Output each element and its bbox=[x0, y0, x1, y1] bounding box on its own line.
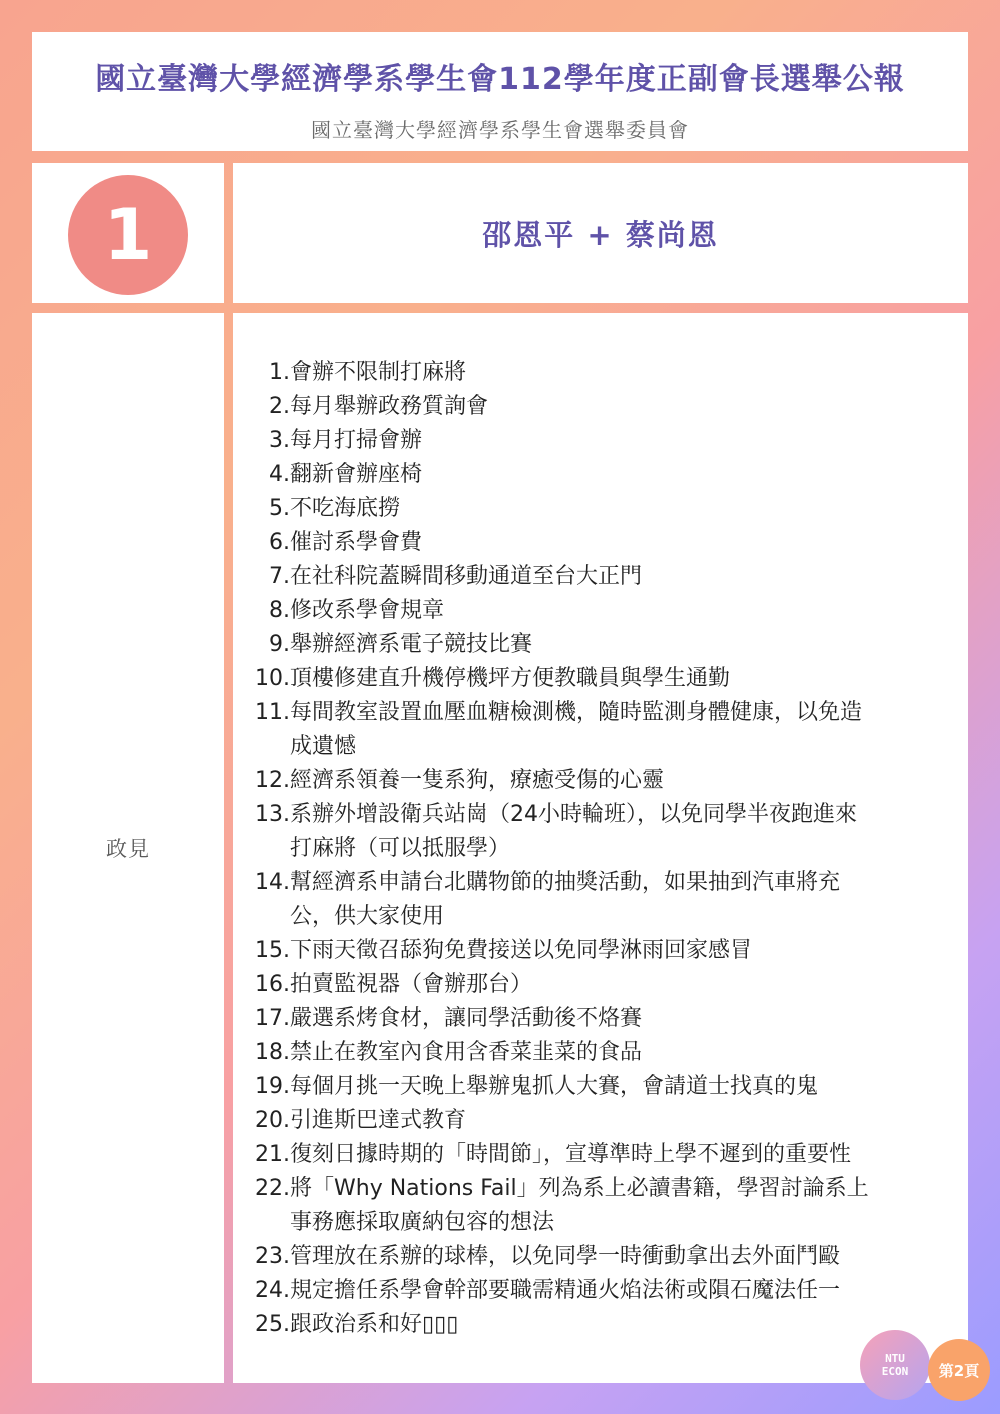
policy-item-line bbox=[253, 390, 953, 424]
policy-text: 經濟系領養一隻系狗，療癒受傷的心靈 bbox=[290, 768, 665, 793]
policy-list-card bbox=[233, 313, 968, 1383]
policy-number: 8. bbox=[269, 598, 290, 623]
header-card bbox=[32, 32, 968, 151]
policy-text: 將「Why Nations Fail」列為系上必讀書籍，學習討論系上 bbox=[290, 1176, 869, 1201]
policy-item-line bbox=[253, 458, 953, 492]
policy-number: 17. bbox=[255, 1006, 290, 1031]
policy-number: 2. bbox=[269, 394, 290, 419]
policy-item-line bbox=[253, 560, 953, 594]
policy-item-line bbox=[253, 1070, 953, 1104]
policy-number: 5. bbox=[269, 496, 290, 521]
policy-text: 打麻將（可以抵服學） bbox=[290, 836, 511, 861]
policy-text: 系辦外增設衛兵站崗（24小時輪班），以免同學半夜跑進來 bbox=[290, 802, 857, 827]
policy-number bbox=[253, 1206, 290, 1240]
policy-number: 4. bbox=[269, 462, 290, 487]
policy-number bbox=[253, 730, 290, 764]
ntu-econ-logo bbox=[860, 1330, 930, 1400]
policy-item-line bbox=[253, 662, 953, 696]
policy-item-line bbox=[253, 1240, 953, 1274]
policy-item-line bbox=[253, 1172, 953, 1206]
policy-item-line bbox=[253, 1206, 953, 1240]
policy-item-line bbox=[253, 900, 953, 934]
policy-number: 11. bbox=[255, 700, 290, 725]
policy-item-line bbox=[253, 356, 953, 390]
page-number-badge: 第2頁 bbox=[928, 1339, 990, 1401]
policy-list bbox=[253, 356, 953, 1342]
policy-text: 復刻日據時期的「時間節」，宣導準時上學不遲到的重要性 bbox=[290, 1142, 852, 1167]
policy-item-line bbox=[253, 492, 953, 526]
policy-item-line bbox=[253, 1138, 953, 1172]
policy-number: 14. bbox=[255, 870, 290, 895]
candidate-names-card bbox=[233, 163, 968, 303]
candidate-number-card bbox=[32, 163, 224, 303]
policy-item-line bbox=[253, 696, 953, 730]
policy-number: 10. bbox=[255, 666, 290, 691]
policy-number: 21. bbox=[255, 1142, 290, 1167]
policy-text: 引進斯巴達式教育 bbox=[290, 1108, 467, 1133]
policy-item-line bbox=[253, 1002, 953, 1036]
policy-number: 9. bbox=[269, 632, 290, 657]
policy-text: 規定擔任系學會幹部要職需精通火焰法術或隕石魔法任一 bbox=[290, 1278, 841, 1303]
policy-number: 3. bbox=[269, 428, 290, 453]
policy-number: 16. bbox=[255, 972, 290, 997]
policy-item-line bbox=[253, 594, 953, 628]
policy-item-line bbox=[253, 1036, 953, 1070]
policy-text: 幫經濟系申請台北購物節的抽獎活動，如果抽到汽車將充 bbox=[290, 870, 841, 895]
policy-text: 每間教室設置血壓血糖檢測機，隨時監測身體健康，以免造 bbox=[290, 700, 863, 725]
policy-text: 舉辦經濟系電子競技比賽 bbox=[290, 632, 533, 657]
policy-item-line bbox=[253, 968, 953, 1002]
policy-text: 公，供大家使用 bbox=[290, 904, 445, 929]
policy-text: 嚴選系烤食材，讓同學活動後不烙賽 bbox=[290, 1006, 643, 1031]
policy-number: 1. bbox=[269, 360, 290, 385]
policy-text: 下雨天徵召舔狗免費接送以免同學淋雨回家感冒 bbox=[290, 938, 753, 963]
policy-item-line bbox=[253, 1274, 953, 1308]
policy-item-line bbox=[253, 934, 953, 968]
policy-item-line bbox=[253, 424, 953, 458]
policy-number: 6. bbox=[269, 530, 290, 555]
policy-item-line bbox=[253, 798, 953, 832]
policy-text: 頂樓修建直升機停機坪方便教職員與學生通勤 bbox=[290, 666, 731, 691]
policy-text: 每月打掃會辦 bbox=[290, 428, 423, 453]
policy-number: 24. bbox=[255, 1278, 290, 1303]
policy-text: 每月舉辦政務質詢會 bbox=[290, 394, 489, 419]
policy-item-line bbox=[253, 832, 953, 866]
policy-text: 禁止在教室內食用含香菜韭菜的食品 bbox=[290, 1040, 643, 1065]
section-label: 政見 bbox=[106, 837, 150, 861]
policy-number bbox=[253, 900, 290, 934]
policy-number bbox=[253, 832, 290, 866]
policy-number: 18. bbox=[255, 1040, 290, 1065]
page-subtitle: 國立臺灣大學經濟學系學生會選舉委員會 bbox=[311, 118, 689, 142]
policy-item-line bbox=[253, 764, 953, 798]
policy-item-line bbox=[253, 866, 953, 900]
section-label-card bbox=[32, 313, 224, 1383]
policy-text: 事務應採取廣納包容的想法 bbox=[290, 1210, 555, 1235]
policy-number: 20. bbox=[255, 1108, 290, 1133]
policy-text: 管理放在系辦的球棒，以免同學一時衝動拿出去外面鬥毆 bbox=[290, 1244, 841, 1269]
policy-text: 跟政治系和好▯▯▯ bbox=[290, 1312, 459, 1337]
policy-text: 拍賣監視器（會辦那台） bbox=[290, 972, 533, 997]
policy-item-line bbox=[253, 526, 953, 560]
policy-text: 在社科院蓋瞬間移動通道至台大正門 bbox=[290, 564, 643, 589]
candidate-number-badge: 1 bbox=[68, 175, 188, 295]
candidate-names: 邵恩平 + 蔡尚恩 bbox=[482, 217, 719, 252]
policy-number: 25. bbox=[255, 1312, 290, 1337]
policy-number: 15. bbox=[255, 938, 290, 963]
policy-text: 成遺憾 bbox=[290, 734, 357, 759]
policy-item-line bbox=[253, 1308, 953, 1342]
policy-item-line bbox=[253, 628, 953, 662]
policy-number: 23. bbox=[255, 1244, 290, 1269]
policy-item-line bbox=[253, 1104, 953, 1138]
page-title: 國立臺灣大學經濟學系學生會112學年度正副會長選舉公報 bbox=[95, 62, 905, 97]
policy-text: 每個月挑一天晚上舉辦鬼抓人大賽，會請道士找真的鬼 bbox=[290, 1074, 819, 1099]
policy-text: 會辦不限制打麻將 bbox=[290, 360, 467, 385]
policy-number: 13. bbox=[255, 802, 290, 827]
policy-number: 12. bbox=[255, 768, 290, 793]
policy-number: 7. bbox=[269, 564, 290, 589]
policy-text: 不吃海底撈 bbox=[290, 496, 401, 521]
policy-text: 翻新會辦座椅 bbox=[290, 462, 423, 487]
policy-number: 19. bbox=[255, 1074, 290, 1099]
logo-text-econ: ECON bbox=[881, 1365, 909, 1378]
policy-item-line bbox=[253, 730, 953, 764]
policy-text: 催討系學會費 bbox=[290, 530, 423, 555]
logo-text-ntu: NTU bbox=[885, 1352, 905, 1365]
policy-number: 22. bbox=[255, 1176, 290, 1201]
policy-text: 修改系學會規章 bbox=[290, 598, 445, 623]
